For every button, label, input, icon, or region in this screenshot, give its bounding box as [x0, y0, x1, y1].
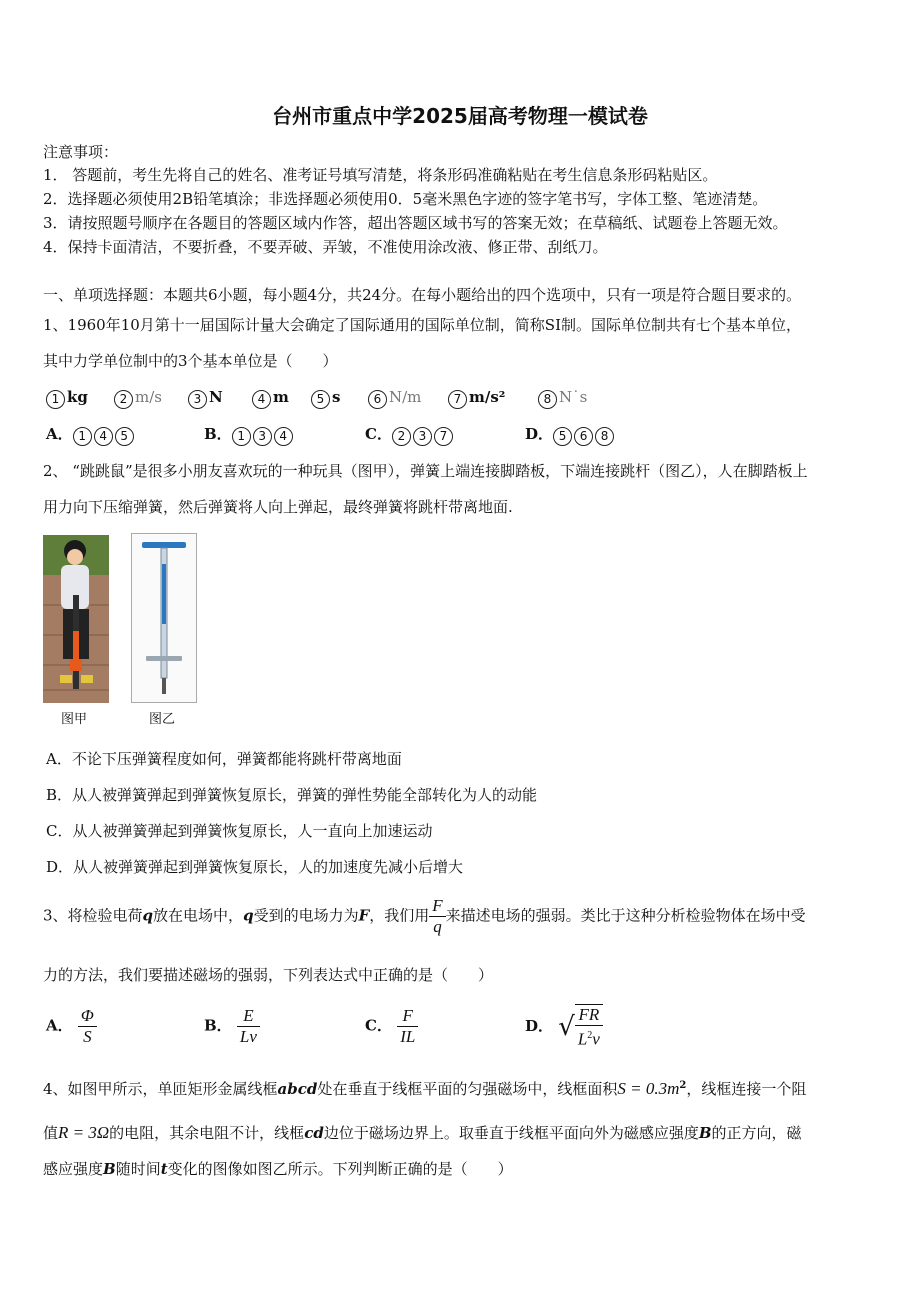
q1-unit: 8 N˙s [538, 388, 587, 409]
notice-item: 1． 答题前，考生先将自己的姓名、准考证号填写清楚，将条形码准确粘贴在考生信息条形码粘贴区。 [43, 166, 718, 184]
notice-item: 4．保持卡面清洁，不要折叠，不要弄破、弄皱，不准使用涂改液、修正带、刮纸刀。 [43, 238, 608, 256]
figure-caption-yi: 图乙 [149, 712, 176, 727]
notice-item: 2．选择题必须使用2B铅笔填涂；非选择题必须使用0．5毫米黑色字迹的签字笔书写，字体工整、笔迹清楚。 [43, 190, 768, 208]
notice-heading: 注意事项： [43, 143, 119, 161]
q1-option-c[interactable]: C． 2 3 7 [365, 423, 455, 446]
q1-unit: 6 N/m [368, 388, 421, 409]
q1-unit: 2 m/s [114, 388, 162, 409]
child-pogo-photo [43, 535, 109, 703]
q1-option-a[interactable]: A． 1 4 5 [46, 423, 136, 446]
q2-option-c[interactable]: C．从人被弹簧弹起到弹簧恢复原长，人一直向上加速运动 [46, 822, 433, 840]
q1-option-d[interactable]: D． 5 6 8 [525, 423, 616, 446]
q1-unit: 5 s [311, 388, 340, 409]
q1-unit: 3 N [188, 388, 223, 409]
fraction-f-over-q: $\frac{F}{q}$ [429, 896, 445, 937]
q1-stem-line2: 其中力学单位制中的3个基本单位是（ ） [43, 352, 338, 370]
q2-option-a[interactable]: A．不论下压弹簧程度如何，弹簧都能将跳杆带离地面 [46, 750, 402, 768]
q1-unit: 4 m [252, 388, 289, 409]
q3-stem-line2: 力的方法，我们要描述磁场的强弱，下列表达式中正确的是（ ） [43, 966, 494, 984]
q1-stem-line1: 1、1960年10月第十一届国际计量大会确定了国际通用的国际单位制，简称SI制。国际单位制共有七个基本单位， [43, 316, 802, 334]
page-title: 台州市重点中学2025届高考物理一模试卷 [272, 104, 648, 128]
q1-option-b[interactable]: B． 1 3 4 [204, 423, 295, 446]
figure-caption-jia: 图甲 [61, 712, 88, 727]
q3-stem-line1: 3、将检验电荷q放在电场中，q受到的电场力为F，我们用 $\frac{F}{q}$ 来描述电场的强弱。类比于这种分析检验物体在场中受 [43, 896, 806, 936]
q4-stem-line2: 值R = 3Ω的电阻，其余电阻不计，线框cd边位于磁场边界上。取垂直于线框平面向外为磁感应强度B的正方向，磁 [43, 1123, 802, 1142]
q3-option-b[interactable]: B． $\frac{E}{Lv}$ [204, 1006, 260, 1047]
sqrt-icon: √ [558, 1011, 575, 1042]
notice-item: 3．请按照题号顺序在各题目的答题区域内作答，超出答题区域书写的答案无效；在草稿纸、试题卷上答题无效。 [43, 214, 788, 232]
q1-unit: 7 m/s² [448, 388, 505, 409]
q1-unit: 1 kg [46, 388, 88, 409]
section-heading: 一、单项选择题：本题共6小题，每小题4分，共24分。在每小题给出的四个选项中，只有一项是符合题目要求的。 [43, 286, 802, 304]
pogo-stick-diagram [131, 533, 197, 703]
q3-option-d[interactable]: D． √ $\frac{FR}{L^2v}$ [525, 1004, 603, 1050]
q4-stem-line1: 4、如图甲所示，单匝矩形金属线框abcd处在垂直于线框平面的匀强磁场中，线框面积$S = 0.3m^2$，线框连接一个阻 [43, 1079, 807, 1098]
q2-stem-line1: 2、 “跳跳鼠”是很多小朋友喜欢玩的一种玩具（图甲），弹簧上端连接脚踏板，下端连接跳杆（图乙），人在脚踏板上 [43, 462, 808, 480]
q3-option-c[interactable]: C． $\frac{F}{IL}$ [365, 1006, 418, 1047]
q3-option-a[interactable]: A． $\frac{\Phi}{S}$ [46, 1006, 97, 1047]
q4-stem-line3: 感应强度B随时间t变化的图像如图乙所示。下列判断正确的是（ ） [43, 1160, 513, 1178]
q2-option-b[interactable]: B．从人被弹簧弹起到弹簧恢复原长，弹簧的弹性势能全部转化为人的动能 [46, 786, 538, 804]
q2-option-d[interactable]: D．从人被弹簧弹起到弹簧恢复原长，人的加速度先减小后增大 [46, 858, 464, 876]
q2-stem-line2: 用力向下压缩弹簧，然后弹簧将人向上弹起，最终弹簧将跳杆带离地面. [43, 498, 513, 516]
